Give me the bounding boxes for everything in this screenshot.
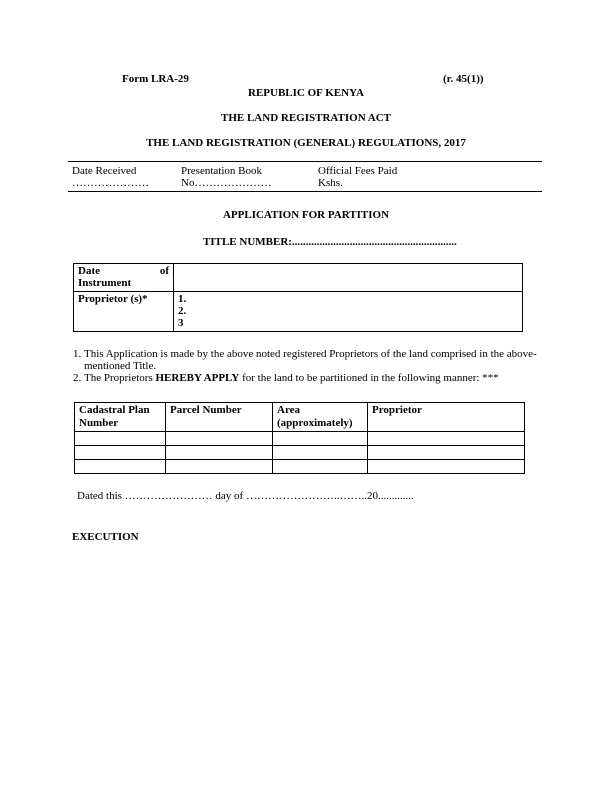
instrument-label-word: Instrument <box>78 277 132 289</box>
date-of-instrument-value[interactable] <box>174 264 523 292</box>
date-label-word: Date <box>78 265 100 277</box>
term-2 <box>84 372 546 384</box>
application-title: APPLICATION FOR PARTITION <box>222 209 390 221</box>
fees-block <box>318 165 397 189</box>
fees-label: Official Fees Paid <box>318 165 398 177</box>
rule-reference: (r. 45(1)) <box>443 73 484 85</box>
proprietor-item: 1. <box>178 293 187 305</box>
regulations-heading: THE LAND REGISTRATION (GENERAL) REGULATIONS, 2017 <box>146 137 466 149</box>
table-header-row <box>75 403 525 432</box>
cell-area[interactable] <box>273 446 368 460</box>
cell-cadastral[interactable] <box>75 446 166 460</box>
table-row <box>75 446 525 460</box>
act-heading: THE LAND REGISTRATION ACT <box>220 112 392 124</box>
hereby-apply: HEREBY APPLY <box>155 372 240 384</box>
proprietor-item: 3 <box>178 317 184 329</box>
partition-table <box>74 402 525 474</box>
date-of-instrument-label <box>74 264 174 292</box>
cell-proprietor[interactable] <box>368 446 525 460</box>
term-2-intro: The Proprietors <box>84 372 156 384</box>
cell-parcel[interactable] <box>166 460 273 474</box>
title-number[interactable]: TITLE NUMBER:............................................................ <box>203 236 457 248</box>
cell-parcel[interactable] <box>166 446 273 460</box>
proprietor-label: Proprietor (s)* <box>74 292 174 332</box>
proprietor-list[interactable] <box>174 292 523 332</box>
office-use-top-rule <box>68 161 542 162</box>
date-received-block <box>72 165 149 189</box>
cell-proprietor[interactable] <box>368 460 525 474</box>
cell-area[interactable] <box>273 432 368 446</box>
proprietor-item: 2. <box>178 305 187 317</box>
col-parcel-number: Parcel Number <box>166 403 273 432</box>
instrument-table <box>73 263 523 332</box>
col-area: Area (approximately) <box>273 403 368 432</box>
cell-area[interactable] <box>273 460 368 474</box>
term-1: 1. This Application is made by the above noted registered Proprietors of the land comprised in the above-mentioned Title. <box>84 348 546 372</box>
terms-block <box>66 348 546 384</box>
date-received-field: ………………… <box>72 177 149 189</box>
term-2-rest: for the land to be partitioned in the following manner: *** <box>239 372 499 384</box>
presentation-book-block <box>181 165 271 189</box>
cell-cadastral[interactable] <box>75 460 166 474</box>
office-use-bottom-rule <box>68 191 542 192</box>
cell-cadastral[interactable] <box>75 432 166 446</box>
cell-parcel[interactable] <box>166 432 273 446</box>
table-row <box>75 460 525 474</box>
of-label-word: of <box>159 265 169 277</box>
dated-line[interactable]: Dated this …………………… day of ……………………..……..20............. <box>77 490 414 502</box>
table-row <box>74 292 523 332</box>
cell-proprietor[interactable] <box>368 432 525 446</box>
table-row <box>74 264 523 292</box>
date-received-label: Date Received <box>72 165 137 177</box>
col-proprietor: Proprietor <box>368 403 525 432</box>
col-cadastral-plan: Cadastral Plan Number <box>75 403 166 432</box>
presentation-book-field: No………………… <box>181 177 272 189</box>
country-heading: REPUBLIC OF KENYA <box>248 87 364 99</box>
table-row <box>75 432 525 446</box>
execution-heading: EXECUTION <box>72 531 139 543</box>
fees-field: Kshs. <box>318 177 343 189</box>
presentation-book-label: Presentation Book <box>181 165 262 177</box>
form-number: Form LRA-29 <box>122 73 189 85</box>
